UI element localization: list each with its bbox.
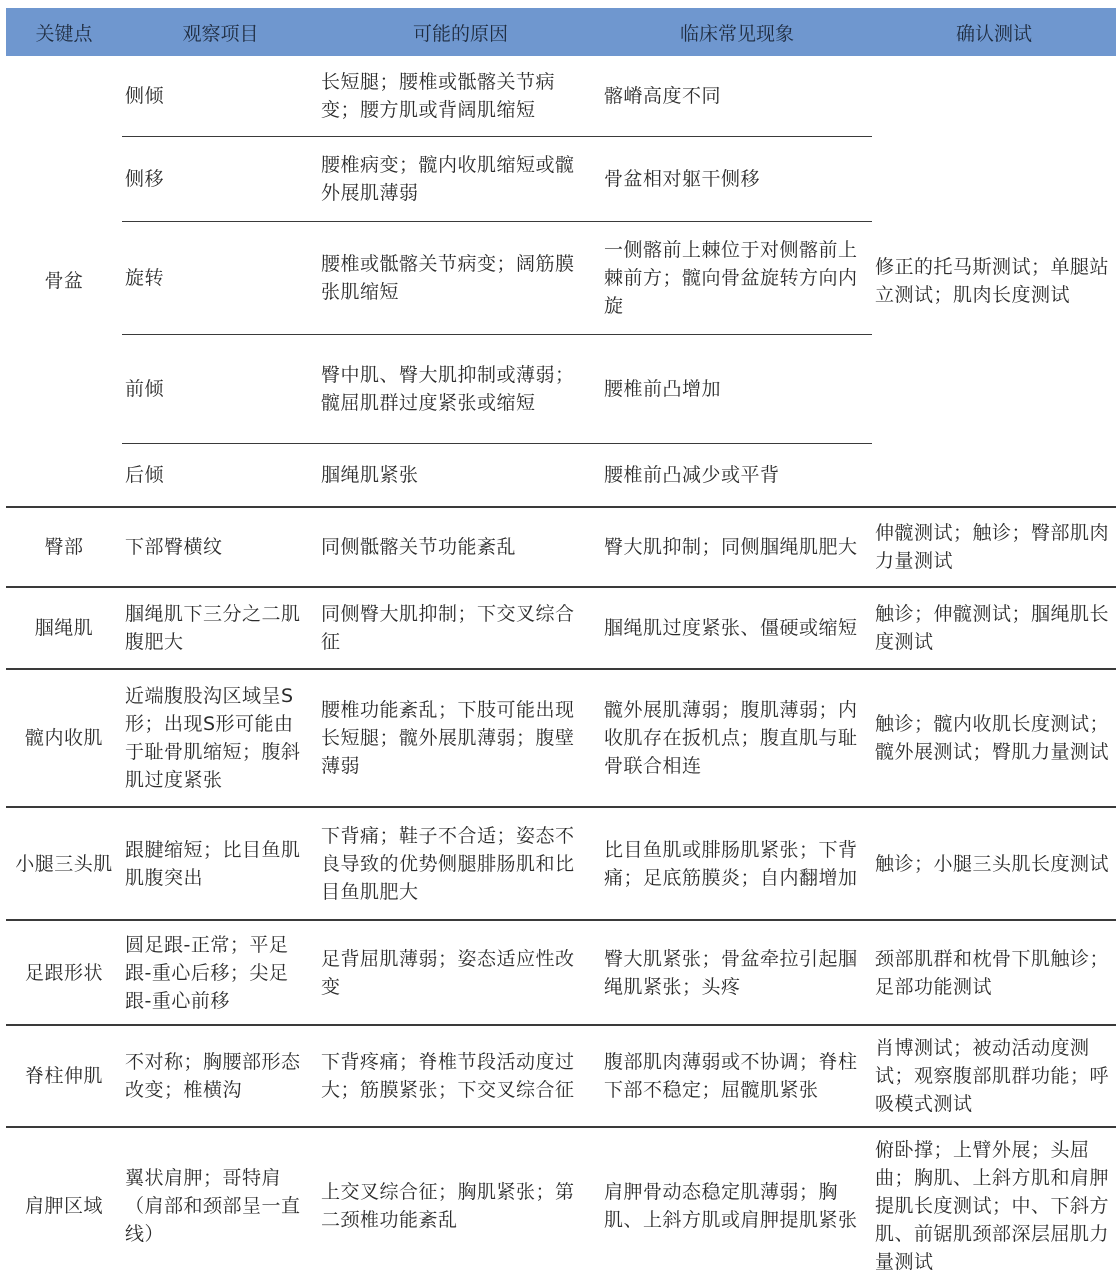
pelvis-cause: 臀中肌、臀大肌抑制或薄弱；髋屈肌群过度紧张或缩短 <box>321 364 575 414</box>
row-phenomenon: 腹部肌肉薄弱或不协调；脊柱下部不稳定；屈髋肌紧张 <box>604 1051 858 1101</box>
pelvis-item: 旋转 <box>125 267 165 289</box>
table-row <box>6 921 1116 1026</box>
table-row <box>6 508 1116 588</box>
table-row <box>6 1128 1116 1284</box>
table-row <box>6 670 1116 808</box>
row-test: 触诊；髋内收肌长度测试；髋外展测试；臀肌力量测试 <box>875 713 1110 763</box>
header-item: 观察项目 <box>182 22 259 45</box>
row-test: 触诊；伸髋测试；腘绳肌长度测试 <box>875 603 1110 653</box>
row-item: 不对称；胸腰部形态改变；椎横沟 <box>125 1051 301 1101</box>
row-cause: 同侧骶髂关节功能紊乱 <box>321 536 517 558</box>
row-item: 翼状肩胛；哥特肩（肩部和颈部呈一直线） <box>125 1167 301 1245</box>
table-header <box>6 8 1116 56</box>
pelvis-key: 骨盆 <box>44 270 84 292</box>
row-phenomenon: 臀大肌抑制；同侧腘绳肌肥大 <box>604 536 858 558</box>
row-key: 腘绳肌 <box>34 617 94 639</box>
row-cause: 腰椎功能紊乱；下肢可能出现长短腿；髋外展肌薄弱；腹壁薄弱 <box>321 699 575 777</box>
pelvis-phenomenon: 髂嵴高度不同 <box>604 85 722 107</box>
pelvis-item: 后倾 <box>125 464 165 486</box>
pelvis-phenomenon: 骨盆相对躯干侧移 <box>604 168 761 190</box>
row-test: 肖博测试；被动活动度测试；观察腹部肌群功能；呼吸模式测试 <box>875 1037 1110 1115</box>
pelvis-phenomenon: 一侧髂前上棘位于对侧髂前上棘前方；髋向骨盆旋转方向内旋 <box>604 239 858 317</box>
row-phenomenon: 臀大肌紧张；骨盆牵拉引起腘绳肌紧张；头疼 <box>604 947 858 998</box>
row-phenomenon: 腘绳肌过度紧张、僵硬或缩短 <box>604 617 858 639</box>
row-cause: 下背痛；鞋子不合适；姿态不良导致的优势侧腿腓肠肌和比目鱼肌肥大 <box>321 824 575 903</box>
header-test: 确认测试 <box>955 22 1032 45</box>
row-cause: 足背屈肌薄弱；姿态适应性改变 <box>321 947 575 998</box>
row-key: 髋内收肌 <box>24 727 103 749</box>
header-phenomenon: 临床常见现象 <box>679 22 794 45</box>
row-key: 肩胛区域 <box>24 1195 103 1217</box>
pelvis-cause: 腘绳肌紧张 <box>321 464 419 486</box>
row-item: 近端腹股沟区域呈S形；出现S形可能由于耻骨肌缩短；腹斜肌过度紧张 <box>125 685 301 791</box>
header-cause: 可能的原因 <box>412 22 508 45</box>
row-item: 圆足跟-正常；平足跟-重心后移；尖足跟-重心前移 <box>125 933 289 1012</box>
row-phenomenon: 髋外展肌薄弱；腹肌薄弱；内收肌存在扳机点；腹直肌与耻骨联合相连 <box>604 699 858 777</box>
row-key: 足跟形状 <box>24 961 103 984</box>
pelvis-cause: 腰椎或骶髂关节病变；阔筋膜张肌缩短 <box>321 253 575 303</box>
row-item: 腘绳肌下三分之二肌腹肥大 <box>125 603 301 653</box>
posture-assessment-table <box>6 8 1116 1284</box>
row-cause: 同侧臀大肌抑制；下交叉综合征 <box>321 603 575 653</box>
pelvis-phenomenon: 腰椎前凸减少或平背 <box>604 464 780 486</box>
pelvis-item: 前倾 <box>125 378 165 400</box>
pelvis-item: 侧倾 <box>125 85 165 107</box>
row-test: 俯卧撑；上臂外展；头屈曲；胸肌、上斜方肌和肩胛提肌长度测试；中、下斜方肌、前锯肌颈部深层屈肌力量测试 <box>875 1139 1110 1273</box>
row-key: 臀部 <box>44 536 84 558</box>
row-item: 跟腱缩短；比目鱼肌肌腹突出 <box>125 838 301 889</box>
row-cause: 上交叉综合征；胸肌紧张；第二颈椎功能紊乱 <box>321 1181 575 1231</box>
table-row <box>6 808 1116 921</box>
table-row <box>6 1026 1116 1128</box>
row-cause: 下背疼痛；脊椎节段活动度过大；筋膜紧张；下交叉综合征 <box>321 1051 575 1101</box>
row-phenomenon: 比目鱼肌或腓肠肌紧张；下背痛；足底筋膜炎；自内翻增加 <box>604 838 858 889</box>
table-row <box>6 588 1116 670</box>
row-test: 颈部肌群和枕骨下肌触诊；足部功能测试 <box>875 947 1110 998</box>
pelvis-item: 侧移 <box>125 168 165 190</box>
pelvis-cause: 腰椎病变；髋内收肌缩短或髋外展肌薄弱 <box>321 154 575 204</box>
row-phenomenon: 肩胛骨动态稳定肌薄弱；胸肌、上斜方肌或肩胛提肌紧张 <box>604 1181 858 1231</box>
pelvis-cause: 长短腿；腰椎或骶髂关节病变；腰方肌或背阔肌缩短 <box>321 71 556 121</box>
row-test: 伸髋测试；触诊；臀部肌肉力量测试 <box>875 522 1110 572</box>
row-key: 脊柱伸肌 <box>24 1065 103 1087</box>
pelvis-phenomenon: 腰椎前凸增加 <box>604 378 722 400</box>
row-item: 下部臀横纹 <box>125 536 223 558</box>
header-key: 关键点 <box>35 22 93 45</box>
pelvis-row-group <box>6 56 1116 508</box>
row-key: 小腿三头肌 <box>15 852 113 875</box>
pelvis-test: 修正的托马斯测试；单腿站立测试；肌肉长度测试 <box>875 256 1110 306</box>
row-test: 触诊；小腿三头肌长度测试 <box>875 852 1110 875</box>
